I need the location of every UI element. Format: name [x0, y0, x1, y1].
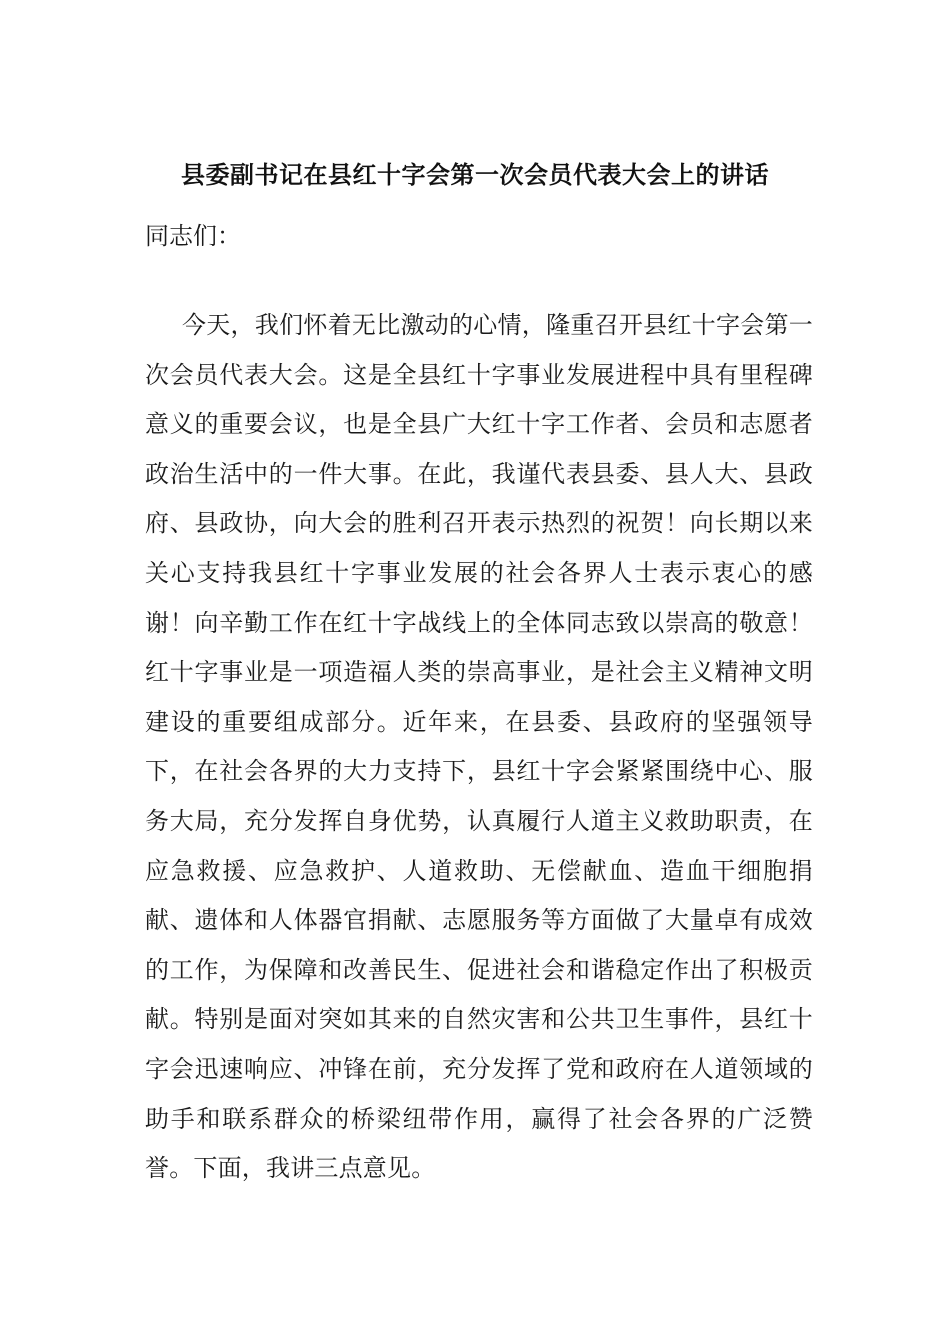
salutation: 同志们：: [145, 222, 241, 250]
document-title: 县委副书记在县红十字会第一次会员代表大会上的讲话: [181, 161, 769, 189]
body-paragraph: 今天，我们怀着无比激动的心情，隆重召开县红十字会第一次会员代表大会。这是全县红十字事业发展进程中具有里程碑意义的重要会议，也是全县广大红十字工作者、会员和志愿者政治生活中的一件大事。在此，我谨代表县委、县人大、县政府、县政协，向大会的胜利召开表示热烈的祝贺！向长期以来关心支持我县红十字事业发展的社会各界人士表示衷心的感谢！向辛勤工作在红十字战线上的全体同志致以崇高的敬意！红十字事业是一项造福人类的崇高事业，是社会主义精神文明建设的重要组成部分。近年来，在县委、县政府的坚强领导下，在社会各界的大力支持下，县红十字会紧紧围绕中心、服务大局，充分发挥自身优势，认真履行人道主义救助职责，在应急救援、应急救护、人道救助、无偿献血、造血干细胞捐献、遗体和人体器官捐献、志愿服务等方面做了大量卓有成效的工作，为保障和改善民生、促进社会和谐稳定作出了积极贡献。特别是面对突如其来的自然灾害和公共卫生事件，县红十字会迅速响应、冲锋在前，充分发挥了党和政府在人道领域的助手和联系群众的桥梁纽带作用，赢得了社会各界的广泛赞誉。下面，我讲三点意见。: [145, 311, 813, 1183]
